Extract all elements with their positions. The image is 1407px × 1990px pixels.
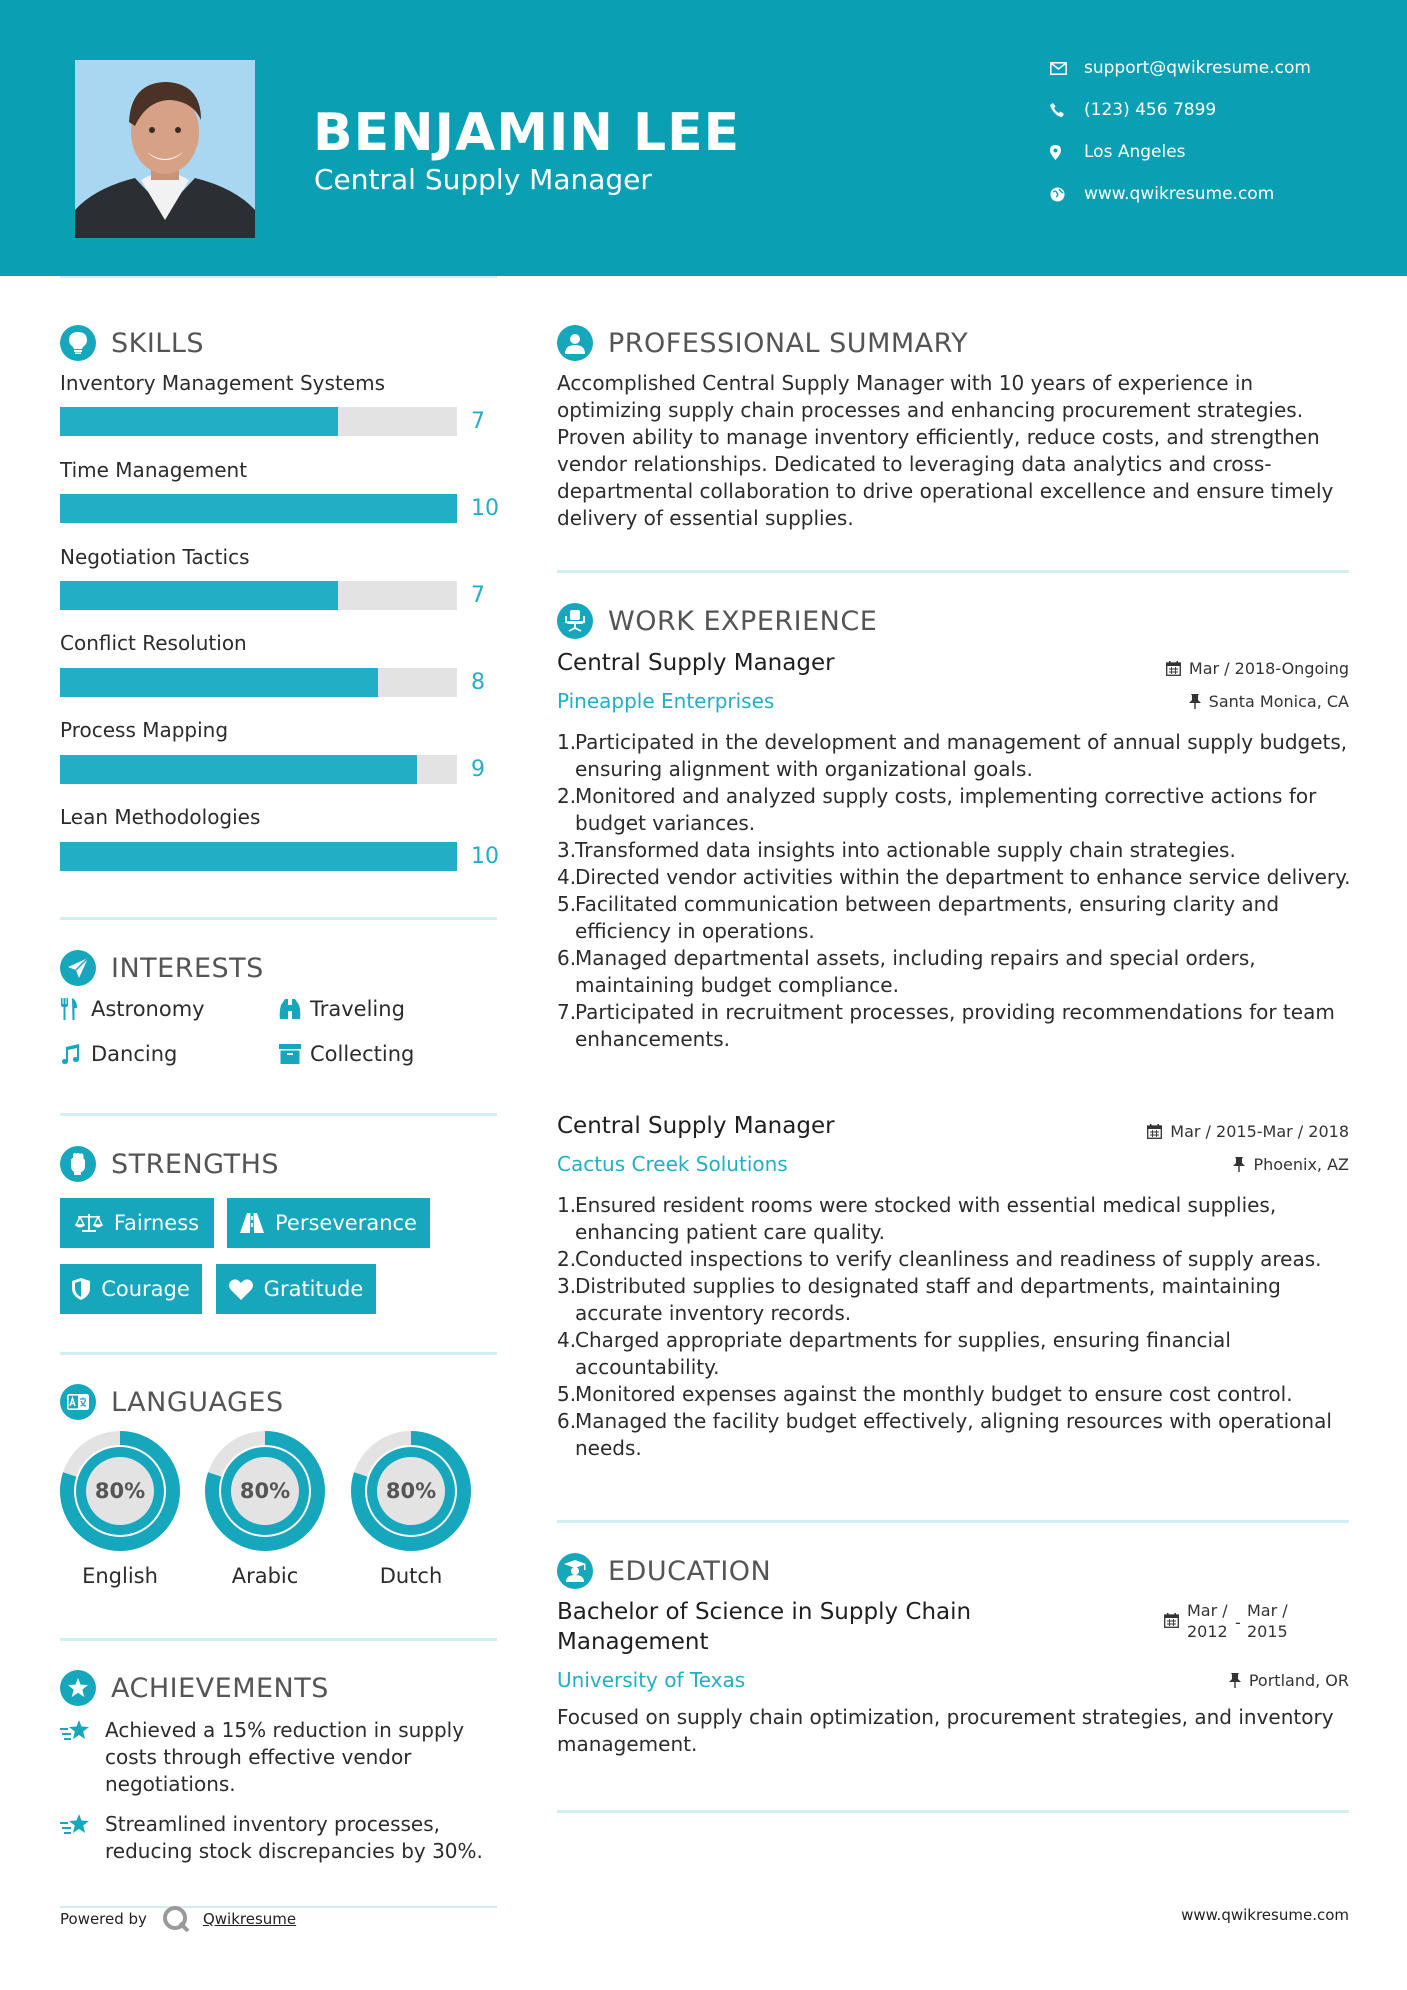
job-location-text: Phoenix, AZ — [1253, 1155, 1349, 1174]
skill-bar-fill — [60, 494, 457, 523]
binoculars-icon — [279, 999, 310, 1019]
job-duties-list — [557, 1192, 1357, 1462]
qwikresume-link[interactable]: Qwikresume — [202, 1910, 297, 1928]
shooting-star-icon — [60, 1811, 105, 1865]
language-donut — [204, 1430, 326, 1552]
education-start-month: Mar / — [1187, 1601, 1228, 1620]
pushpin-icon — [1189, 694, 1201, 709]
achievement-text: Streamlined inventory processes, reducing stock discrepancies by 30%. — [105, 1812, 483, 1863]
balance-scale-icon — [75, 1213, 103, 1233]
degree-line-2: Management — [557, 1629, 709, 1655]
candidate-title: Central Supply Manager — [314, 163, 652, 196]
contact-location — [1050, 142, 1186, 162]
job-dates-text: Mar / 2015-Mar / 2018 — [1170, 1122, 1349, 1141]
strength-badge — [60, 1198, 214, 1248]
skill-label: Time Management — [60, 458, 248, 482]
skills-heading — [60, 325, 204, 361]
powered-by — [60, 1904, 296, 1934]
skill-value: 7 — [471, 583, 485, 608]
language-donut — [350, 1430, 472, 1552]
header-divider — [60, 276, 497, 278]
experience-heading — [557, 603, 877, 639]
job-role: Central Supply Manager — [557, 650, 835, 676]
education-date-separator: - — [1235, 1613, 1241, 1632]
strengths-title: STRENGTHS — [111, 1148, 280, 1180]
duty-text: Directed vendor activities within the department to enhance service delivery. — [575, 865, 1351, 889]
job-company: Cactus Creek Solutions — [557, 1152, 788, 1176]
duty-item: 2. Conducted inspections to verify cleanliness and readiness of supply areas. — [557, 1247, 1322, 1271]
skill-value: 8 — [471, 670, 485, 695]
contact-location-text: Los Angeles — [1084, 142, 1186, 162]
skill-label: Lean Methodologies — [60, 805, 261, 829]
graduate-icon — [557, 1553, 593, 1589]
duty-text: Participated in the development and management of annual supply budgets, ensuring alignment with organizational goals. — [575, 730, 1348, 781]
duty-text: Ensured resident rooms were stocked with essential medical supplies, enhancing patient care quality. — [575, 1193, 1277, 1244]
education-heading — [557, 1553, 771, 1589]
language-percent: 80% — [239, 1479, 291, 1503]
globe-icon — [1050, 187, 1084, 202]
languages-divider — [60, 1638, 497, 1641]
language-name: Dutch — [379, 1564, 443, 1588]
duty-item: 2. Monitored and analyzed supply costs, implementing corrective actions for budget variances. — [557, 783, 1357, 837]
interest-item — [60, 997, 205, 1021]
duty-item: 3. Transformed data insights into actionable supply chain strategies. — [557, 838, 1236, 862]
footer-website[interactable]: www.qwikresume.com — [1181, 1906, 1349, 1924]
calendar-icon — [1166, 661, 1181, 676]
strengths-heading — [60, 1146, 279, 1182]
interest-label: Dancing — [91, 1042, 178, 1066]
education-description: Focused on supply chain optimization, procurement strategies, and inventory management. — [557, 1705, 1334, 1756]
duty-text: Monitored and analyzed supply costs, implementing corrective actions for budget variances. — [575, 784, 1317, 835]
skill-label: Inventory Management Systems — [60, 371, 385, 395]
degree-line-1: Bachelor of Science in Supply Chain — [557, 1599, 972, 1625]
interest-item — [60, 1042, 177, 1066]
paper-plane-icon — [60, 950, 96, 986]
user-icon — [557, 325, 593, 361]
contact-email[interactable] — [1050, 58, 1311, 78]
interest-item — [279, 1042, 414, 1066]
skill-label: Negotiation Tactics — [60, 545, 250, 569]
experience-divider — [557, 1520, 1349, 1523]
duty-item: 5. Facilitated communication between departments, ensuring clarity and efficiency in operations. — [557, 891, 1357, 945]
interests-title: INTERESTS — [111, 952, 264, 984]
candidate-name: BENJAMIN LEE — [313, 103, 741, 163]
contact-phone[interactable] — [1050, 100, 1216, 120]
profile-photo — [75, 60, 255, 238]
duty-item: 6. Managed departmental assets, including repairs and special orders, maintaining budget compliance. — [557, 945, 1357, 999]
contact-website[interactable] — [1050, 184, 1274, 204]
archive-box-icon — [279, 1044, 310, 1064]
summary-heading — [557, 325, 968, 361]
star-badge-icon — [60, 1670, 96, 1706]
strength-label: Gratitude — [263, 1277, 364, 1301]
pushpin-icon — [1233, 1157, 1245, 1172]
summary-title: PROFESSIONAL SUMMARY — [608, 327, 969, 359]
skill-bar-track — [60, 755, 457, 784]
skill-bar-track — [60, 494, 457, 523]
job-dates — [1147, 1122, 1349, 1141]
strength-label: Fairness — [113, 1211, 200, 1235]
language-item — [350, 1430, 472, 1588]
skill-bar-track — [60, 668, 457, 697]
envelope-icon — [1050, 62, 1084, 75]
duty-text: Distributed supplies to designated staff and departments, maintaining accurate inventory records. — [575, 1274, 1281, 1325]
heart-icon — [229, 1279, 253, 1300]
language-name: English — [82, 1564, 158, 1588]
achievements-heading — [60, 1670, 329, 1706]
languages-heading — [60, 1384, 284, 1420]
achievement-item — [60, 1717, 500, 1798]
duty-text: Managed departmental assets, including repairs and special orders, maintaining budget compliance. — [575, 946, 1256, 997]
languages-title: LANGUAGES — [111, 1386, 284, 1418]
duty-text: Charged appropriate departments for supplies, ensuring financial accountability. — [575, 1328, 1231, 1379]
interest-label: Traveling — [310, 997, 405, 1021]
duty-text: Facilitated communication between departments, ensuring clarity and efficiency in operations. — [575, 892, 1280, 943]
road-icon — [240, 1213, 264, 1233]
skill-bar-fill — [60, 407, 338, 436]
summary-text: Accomplished Central Supply Manager with 10 years of experience in optimizing supply chain processes and enhancing procurement strategies. Proven ability to manage inventory efficiently, reduce costs, and strengthen vendor relationships. Dedicated to leveraging data analytics and cross-departmental collaboration to drive operational excellence and ensure timely delivery of essential supplies. — [557, 371, 1334, 530]
skills-title: SKILLS — [111, 327, 205, 359]
skill-bar-track — [60, 842, 457, 871]
language-item — [59, 1430, 181, 1588]
duty-item: 7. Participated in recruitment processes, providing recommendations for team enhancements. — [557, 999, 1357, 1053]
duty-text: Transformed data insights into actionable supply chain strategies. — [575, 838, 1236, 862]
office-chair-icon — [557, 603, 593, 639]
duty-item: 4. Directed vendor activities within the department to enhance service delivery. — [557, 865, 1351, 889]
resume-header — [0, 0, 1407, 276]
job-location — [1233, 1155, 1349, 1174]
duty-item: 5. Monitored expenses against the monthly budget to ensure cost control. — [557, 1382, 1293, 1406]
shield-icon — [72, 1278, 90, 1300]
education-start-year: 2012 — [1187, 1622, 1228, 1641]
education-school: University of Texas — [557, 1668, 746, 1692]
education-end-year: 2015 — [1247, 1622, 1288, 1641]
calendar-icon — [1147, 1124, 1162, 1139]
strengths-divider — [60, 1352, 497, 1355]
education-end — [1247, 1600, 1295, 1642]
duty-text: Managed the facility budget effectively, aligning resources with operational needs. — [575, 1409, 1332, 1460]
duty-text: Monitored expenses against the monthly budget to ensure cost control. — [575, 1382, 1293, 1406]
duty-text: Participated in recruitment processes, providing recommendations for team enhancements. — [575, 1000, 1335, 1051]
location-pin-icon — [1050, 145, 1084, 160]
education-location-text: Portland, OR — [1248, 1671, 1349, 1690]
interest-label: Collecting — [310, 1042, 415, 1066]
language-item — [204, 1430, 326, 1588]
contact-website-text: www.qwikresume.com — [1084, 184, 1275, 204]
education-title: EDUCATION — [608, 1555, 772, 1587]
job-role: Central Supply Manager — [557, 1113, 835, 1139]
job-location-text: Santa Monica, CA — [1208, 692, 1349, 711]
calendar-icon — [1164, 1613, 1179, 1628]
skill-label: Process Mapping — [60, 718, 229, 742]
strength-badge — [216, 1264, 376, 1314]
education-dates — [1164, 1600, 1295, 1642]
skill-value: 10 — [471, 844, 499, 869]
pushpin-icon — [1229, 1673, 1241, 1688]
skill-bar-fill — [60, 755, 417, 784]
education-divider — [557, 1810, 1349, 1813]
contact-email-text: support@qwikresume.com — [1084, 58, 1311, 78]
job-location — [1189, 692, 1349, 711]
achievement-text: Achieved a 15% reduction in supply costs through effective vendor negotiations. — [105, 1718, 465, 1796]
language-percent: 80% — [385, 1479, 437, 1503]
duty-item: 1. Participated in the development and management of annual supply budgets, ensuring alignment with organizational goals. — [557, 729, 1357, 783]
experience-title: WORK EXPERIENCE — [608, 605, 878, 637]
skill-label: Conflict Resolution — [60, 631, 247, 655]
skills-divider — [60, 917, 497, 920]
summary-divider — [557, 570, 1349, 573]
skill-bar-fill — [60, 668, 378, 697]
duty-item: 3. Distributed supplies to designated staff and departments, maintaining accurate inventory records. — [557, 1273, 1357, 1327]
language-icon — [60, 1384, 96, 1420]
job-dates — [1166, 659, 1349, 678]
skill-bar-fill — [60, 581, 338, 610]
music-note-icon — [60, 1044, 91, 1064]
skill-value: 9 — [471, 757, 485, 782]
education-start — [1187, 1600, 1235, 1642]
duty-item: 1. Ensured resident rooms were stocked with essential medical supplies, enhancing patient care quality. — [557, 1192, 1357, 1246]
powered-by-text: Powered by — [60, 1910, 147, 1928]
interests-divider — [60, 1113, 497, 1116]
skill-bar-track — [60, 581, 457, 610]
utensils-icon — [60, 998, 91, 1020]
achievements-title: ACHIEVEMENTS — [111, 1672, 329, 1704]
education-location — [1229, 1671, 1349, 1690]
phone-icon — [1050, 103, 1084, 117]
education-end-month: Mar / — [1247, 1601, 1288, 1620]
job-company: Pineapple Enterprises — [557, 689, 775, 713]
interest-label: Astronomy — [91, 997, 205, 1021]
interests-heading — [60, 950, 264, 986]
duty-text: Conducted inspections to verify cleanliness and readiness of supply areas. — [575, 1247, 1322, 1271]
skill-bar-fill — [60, 842, 457, 871]
interest-item — [279, 997, 405, 1021]
strength-label: Perseverance — [275, 1211, 417, 1235]
strength-label: Courage — [101, 1277, 190, 1301]
language-donut — [59, 1430, 181, 1552]
contact-phone-text: (123) 456 7899 — [1084, 100, 1217, 120]
achievement-item — [60, 1811, 500, 1865]
skill-value: 7 — [471, 409, 485, 434]
strength-badge — [60, 1264, 202, 1314]
job-dates-text: Mar / 2018-Ongoing — [1188, 659, 1349, 678]
duty-item: 6. Managed the facility budget effectively, aligning resources with operational needs. — [557, 1408, 1357, 1462]
raised-fist-icon — [60, 1146, 96, 1182]
duty-item: 4. Charged appropriate departments for supplies, ensuring financial accountability. — [557, 1327, 1357, 1381]
skill-value: 10 — [471, 496, 499, 521]
language-name: Arabic — [231, 1564, 299, 1588]
language-percent: 80% — [94, 1479, 146, 1503]
qwikresume-logo-icon — [161, 1904, 191, 1934]
skill-bar-track — [60, 407, 457, 436]
job-duties-list — [557, 729, 1357, 1053]
shooting-star-icon — [60, 1717, 105, 1798]
strength-badge — [227, 1198, 430, 1248]
lightbulb-icon — [60, 325, 96, 361]
